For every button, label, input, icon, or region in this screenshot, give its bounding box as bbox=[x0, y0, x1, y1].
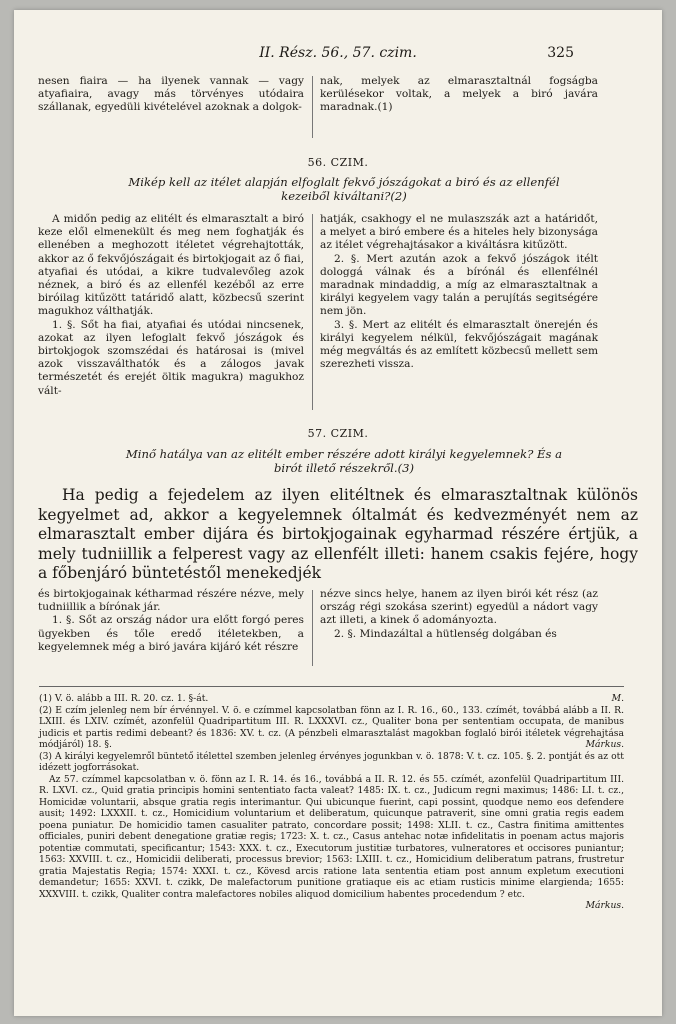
section-57-subtitle: Minő hatálya van az elitélt ember részére adott királyi kegyelemnek? És a birót illető részekről.(3) bbox=[125, 447, 563, 475]
section-57-heading: 57. CZIM. bbox=[307, 427, 369, 440]
paragraph: 2. §. Mindazáltal a hütlenség dolgában és bbox=[334, 627, 557, 640]
footnote-signature: M. bbox=[611, 693, 624, 704]
footnote-text: Az 57. czímmel kapcsolatban v. ö. fönn az I. R. 14. és 16., továbbá a II. R. 12. és 55. czímét, azonfelül Quadripartitum III. R. LXVI. cz., Quid gratia principis homini sententiato facta valeat? 1485: IX. t. cz., Judicum regni maximus; 1486: LI. t. cz., Homicidæ voluntarii, absque gratia regis interimantur. Qui ubicunque fuerint, capi possint, quodque nemo eos defendere ausit; 1492: LXXXII. t. cz., Homicidium voluntarium et deliberatum, quicunque patraverit, sine omni gratia regis eadem poena puniatur. De homicidio tamen casualiter patrato, concordare possit; 1498: XLII. t. cz., Castra finitima amittentes officiales, puniri debent denegatione gratiæ regis; 1723: X. t. cz., Casus antehac notæ infidelitatis in poenam actus majoris potentiæ commutati, specificantur; 1543: XXX. t. cz., Executorum justitiæ turbatores, vulneratores et occisores puniantur; 1563: XXVIII. t. cz., Homicidii deliberati, processus brevior; 1563: LXIII. t. cz., Homicidium deliberatum patrans, frustretur gratia Majestatis Regia; 1574: XXXI. t. cz., Kövesd arcis ratione lata sententia etiam post annum expletum executioni demandetur; 1655: XXVI. t. czikk, De malefactorum punitione gratiaque eis ac etiam rusticis minime elargienda; 1655: XXXVIII. t. czikk, Qualiter contra malefactores nobiles aliquod domicilium habentes procedendum ? etc. bbox=[39, 773, 624, 900]
sec57-right-column bbox=[320, 588, 598, 641]
sec57-left-column bbox=[38, 588, 304, 654]
paragraph: nak, melyek az elmarasztaltnál fogságba kerülésekor voltak, a melyek a biró javára maradnak.(1) bbox=[320, 75, 598, 114]
column-divider bbox=[312, 590, 313, 666]
top-left-column bbox=[38, 75, 304, 115]
footnote bbox=[39, 693, 624, 705]
page-number: 325 bbox=[547, 45, 574, 61]
column-divider bbox=[312, 76, 313, 138]
footnote-divider bbox=[39, 686, 624, 687]
footnote bbox=[39, 774, 624, 901]
footnotes bbox=[39, 693, 624, 912]
paragraph: 1. §. Sőt az ország nádor ura előtt forgó peres ügyekben és tőle eredő itéletekben, a kegyelemnek még a biró javára kijáró két részre bbox=[38, 614, 304, 653]
running-header bbox=[14, 45, 662, 67]
top-right-column bbox=[320, 75, 598, 115]
footnote-signature: Márkus. bbox=[585, 739, 624, 750]
paragraph: nézve sincs helye, hanem az ilyen birói két rész (az ország régi szokása szerint) egyedül a nádort vagy azt illeti, a kinek ő adományozta. bbox=[320, 588, 598, 627]
footnote-text: (1) V. ö. alább a III. R. 20. cz. 1. §-át. bbox=[39, 693, 209, 704]
sec56-left-column bbox=[38, 213, 304, 398]
section-56-heading: 56. CZIM. bbox=[307, 156, 369, 169]
footnote-text: (2) E czím jelenleg nem bír érvénnyel. V. ö. e czímmel kapcsolatban fönn az I. R. 16., 60., 133. czímét, továbbá alább a II. R. LXIII. és LXIV. czímét, azonfelül Quadripartitum III. R. LXXXVI. cz., Qualiter bona per sententiam occupata, de manibus judicis et partis redimi debeant? és 1836: XV. t. cz. (A pénzbeli elmarasztalást magokban foglaló birói itéletek végrehajtása módjáról) 18. §. bbox=[39, 704, 624, 750]
paragraph: hatják, csakhogy el ne mulaszszák azt a határidőt, a melyet a biró embere és a hiteles hely bizonysága az itélet végrehajtásakor a kiváltásra kitűzött. bbox=[320, 213, 598, 252]
paragraph: és birtokjogainak kétharmad részére nézve, mely tudniillik a bírónak jár. bbox=[38, 588, 304, 614]
book-page bbox=[14, 10, 662, 1016]
footnote bbox=[39, 751, 624, 774]
paragraph: nesen fiaira — ha ilyenek vannak — vagy atyafiaira, avagy más törvényes utódaira szállanak, egyedüli kivételével azoknak a dolgok- bbox=[38, 75, 304, 114]
paragraph: Ha pedig a fejedelem az ilyen elitéltnek és elmarasztaltnak különös kegyelmet ad, akkor a kegyelemnek óltalmát és kedvezményét nem az elmarasztalt ember dijára és birtokjogainak egyharmad részére értjük, a mely tudniillik a felperest vagy az ellenfélt illeti: hanem csakis fejére, hogy a főbenjáró büntetéstől menekedjék bbox=[38, 486, 638, 583]
paragraph: 1. §. Sőt ha fiai, atyafiai és utódai nincsenek, azokat az ilyen lefoglalt fekvő jószágok és birtokjogok szomszédai és határosai is (mivel azok visszaválthatók és a zálogos javak természetét és erejét öltik magukra) magukhoz vált- bbox=[38, 318, 304, 397]
column-divider bbox=[312, 214, 313, 410]
sec56-right-column bbox=[320, 213, 598, 371]
paragraph: A midőn pedig az elitélt és elmarasztalt a biró keze elől elmenekült és meg nem foghatják és ellenében a meghozott itéletet végrehajtották, akkor az ő fekvőjószágait és birtokjogait az ő fiai, atyafiai és utódai, a kikre tudvalevőleg azok néznek, a biró és az ellenfél kezéből az erre biróilag kitűzött tatáridő alatt, közbecsű szerint magukhoz válthatják. bbox=[38, 213, 304, 318]
paragraph: 3. §. Mert az elitélt és elmarasztalt önerején és királyi kegyelem nélkül, fekvőjószágait magának még megváltás és az említett közbecsű mellett sem szerezheti vissza. bbox=[320, 318, 598, 371]
section-57-opening-text bbox=[38, 486, 638, 584]
section-56-subtitle: Mikép kell az itélet alapján elfoglalt fekvő jószágokat a biró és az ellenfél kezeiből kiváltani?(2) bbox=[128, 175, 560, 203]
header-title: II. Rész. 56., 57. czim. bbox=[259, 45, 417, 61]
paragraph: 2. §. Mert azután azok a fekvő jószágok itélt dologgá válnak és a bírónál és ellenfélnél maradnak mindaddig, a míg az elmarasztaltnak a királyi kegyelem vagy talán a perujítás segitségére nem jön. bbox=[320, 252, 598, 318]
footnote-text: (3) A királyi kegyelemről büntető itélettel szemben jelenleg érvényes jogunkban v. ö. 1878: V. t. cz. 105. §. 2. pontját és az ott idézett jogforrásokat. bbox=[39, 750, 624, 773]
footnote bbox=[39, 705, 624, 751]
footnote-signature: Márkus. bbox=[585, 900, 624, 911]
